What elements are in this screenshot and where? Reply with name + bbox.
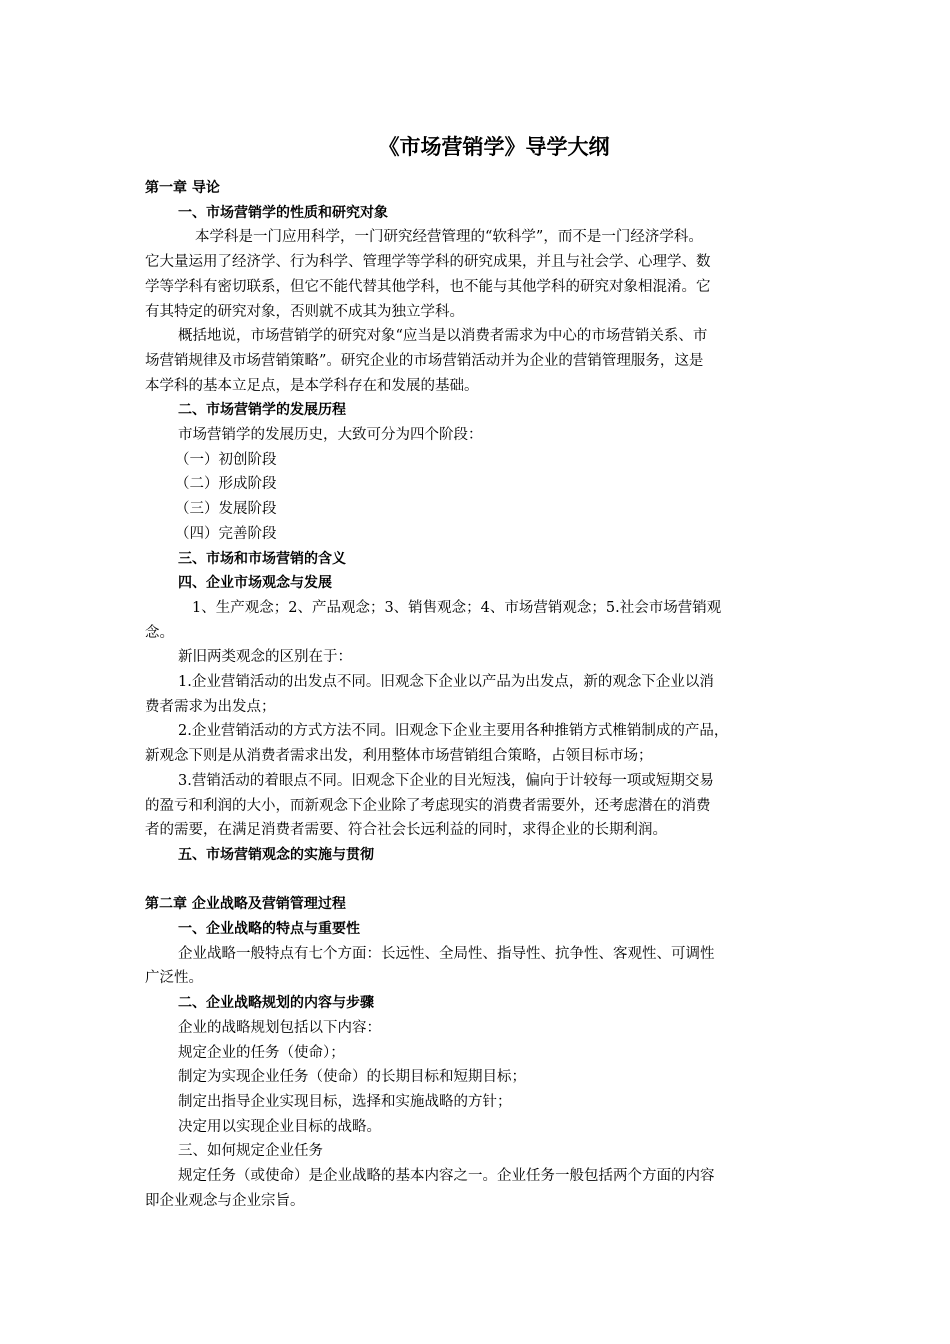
section-heading: 五、市场营销观念的实施与贯彻	[178, 846, 374, 863]
section-heading: 三、市场和市场营销的含义	[178, 550, 346, 567]
list-item: （四）完善阶段	[175, 525, 277, 542]
document-body	[145, 176, 813, 1214]
body-text-line: 的盈亏和利润的大小，而新观念下企业除了考虑现实的消费者需要外，还考虑潜在的消费	[145, 797, 711, 814]
section-heading: 四、企业市场观念与发展	[178, 575, 332, 592]
paragraph-start-line: 新旧两类观念的区别在于：	[178, 649, 352, 666]
chapter-heading: 第二章 企业战略及营销管理过程	[145, 896, 346, 913]
body-text-line: 学等学科有密切联系，但它不能代替其他学科，也不能与其他学科的研究对象相混淆。它	[145, 278, 711, 295]
paragraph-start-line: 市场营销学的发展历史，大致可分为四个阶段：	[178, 427, 483, 444]
body-text-line: 者的需要，在满足消费者需要、符合社会长远利益的同时，求得企业的长期利润。	[145, 822, 667, 839]
paragraph-start-line: 企业的战略规划包括以下内容：	[178, 1019, 381, 1036]
document-page	[145, 132, 813, 1214]
paragraph-start-line: 三、如何规定企业任务	[178, 1143, 323, 1160]
paragraph-start-line: 2.企业营销活动的方式方法不同。旧观念下企业主要用各种推销方式椎销制成的产品，	[178, 723, 729, 740]
chapter-heading: 第一章 导论	[145, 180, 220, 196]
paragraph-start-line: 概括地说，市场营销学的研究对象“应当是以消费者需求为中心的市场营销关系、市	[178, 328, 708, 345]
paragraph-start-line: 规定任务（或使命）是企业战略的基本内容之一。企业任务一般包括两个方面的内容	[178, 1168, 715, 1185]
list-item: （二）形成阶段	[175, 476, 277, 493]
list-item: （三）发展阶段	[175, 501, 277, 518]
paragraph-start-line: 规定企业的任务（使命）；	[178, 1044, 345, 1061]
section-heading: 一、企业战略的特点与重要性	[178, 921, 360, 938]
paragraph-start-line: 1、生产观念；2、产品观念；3、销售观念；4、市场营销观念；5.社会市场营销观	[192, 599, 722, 616]
body-text-line: 念。	[145, 624, 174, 641]
body-text-line: 新观念下则是从消费者需求出发，利用整体市场营销组合策略，占领目标市场；	[145, 748, 653, 765]
paragraph-start-line: 制定出指导企业实现目标，选择和实施战略的方针；	[178, 1094, 512, 1110]
paragraph-start-line: 1.企业营销活动的出发点不同。旧观念下企业以产品为出发点，新的观念下企业以消	[178, 674, 714, 691]
paragraph-start-line: 3.营销活动的着眼点不同。旧观念下企业的目光短浅，偏向于计较每一项或短期交易	[178, 772, 714, 789]
body-text-line: 广泛性。	[145, 970, 203, 987]
paragraph-start-line: 本学科是一门应用科学，一门研究经营管理的“软科学”，而不是一门经济学科。	[195, 229, 703, 246]
body-text-line: 本学科的基本立足点，是本学科存在和发展的基础。	[145, 377, 479, 394]
section-heading: 一、市场营销学的性质和研究对象	[178, 204, 388, 221]
section-heading: 二、企业战略规划的内容与步骤	[178, 995, 374, 1012]
paragraph-start-line: 决定用以实现企业目标的战略。	[178, 1118, 381, 1135]
paragraph-start-line: 企业战略一般特点有七个方面：长远性、全局性、指导性、抗争性、客观性、可调性	[178, 945, 715, 962]
body-text-line: 有其特定的研究对象，否则就不成其为独立学科。	[145, 303, 464, 320]
paragraph-start-line: 制定为实现企业任务（使命）的长期目标和短期目标；	[178, 1069, 526, 1086]
body-text-line: 场营销规律及市场营销策略”。研究企业的市场营销活动并为企业的营销管理服务，这是	[145, 352, 704, 369]
body-text-line: 费者需求为出发点；	[145, 698, 276, 715]
body-text-line: 即企业观念与企业宗旨。	[145, 1192, 305, 1209]
document-title: 《市场营销学》导学大纲	[378, 135, 610, 159]
blank-line	[145, 868, 813, 893]
list-item: （一）初创阶段	[175, 451, 277, 468]
section-heading: 二、市场营销学的发展历程	[178, 402, 346, 419]
body-text-line: 它大量运用了经济学、行为科学、管理学等学科的研究成果，并且与社会学、心理学、数	[145, 254, 711, 271]
